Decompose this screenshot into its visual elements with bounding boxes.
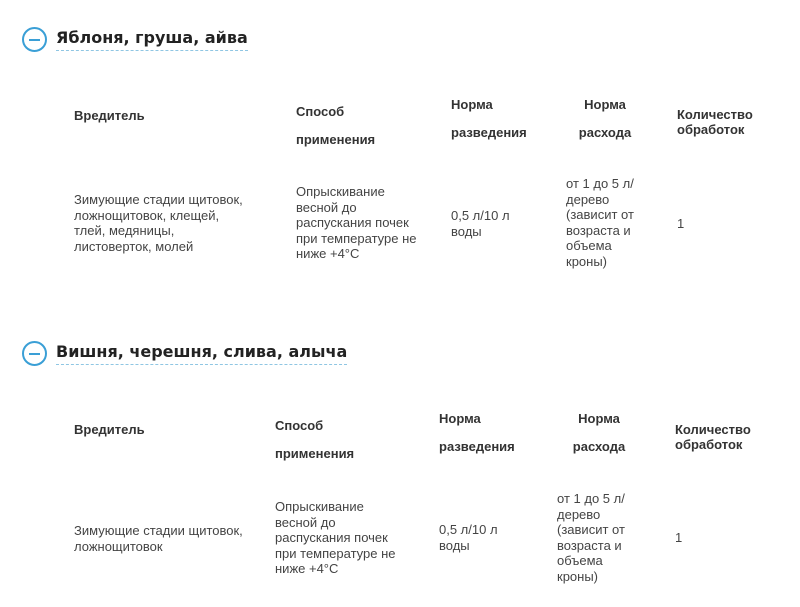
table-cell-dilution: 0,5 л/10 л воды: [439, 522, 498, 553]
column-header-consumption: Норма расхода: [572, 411, 626, 454]
table-cell-count: 1: [675, 530, 683, 545]
minus-circle-icon[interactable]: [22, 341, 47, 366]
column-header-pest: Вредитель: [74, 108, 145, 123]
column-header-dilution: Норма разведения: [451, 97, 527, 140]
section-header-cherry[interactable]: [22, 341, 347, 366]
section-header-apple[interactable]: [22, 27, 248, 52]
table-cell-pest: Зимующие стадии щитовок, ложнощитовок: [74, 523, 243, 554]
column-header-dilution: Норма разведения: [439, 411, 515, 454]
column-header-count: Количество обработок: [675, 422, 751, 452]
table-cell-dilution: 0,5 л/10 л воды: [451, 208, 510, 239]
column-header-method: Способ применения: [275, 418, 355, 461]
column-header-pest: Вредитель: [74, 422, 145, 437]
column-header-consumption: Норма расхода: [578, 97, 632, 140]
column-header-method: Способ применения: [296, 104, 376, 147]
table-cell-method: Опрыскивание весной до распускания почек при температуре не ниже +4°С: [275, 499, 396, 576]
section-title[interactable]: Яблоня, груша, айва: [56, 28, 248, 51]
table-cell-consumption: от 1 до 5 л/дерево (зависит от возраста и объема кроны): [557, 491, 625, 584]
minus-circle-icon[interactable]: [22, 27, 47, 52]
table-cell-pest: Зимующие стадии щитовок, ложнощитовок, клещей, тлей, медяницы, листоверток, молей: [74, 192, 243, 254]
table-cell-method: Опрыскивание весной до распускания почек при температуре не ниже +4°С: [296, 184, 417, 261]
table-cell-count: 1: [677, 216, 685, 231]
table-cell-consumption: от 1 до 5 л/дерево (зависит от возраста и объема кроны): [566, 176, 634, 269]
section-title[interactable]: Вишня, черешня, слива, алыча: [56, 342, 347, 365]
column-header-count: Количество обработок: [677, 107, 753, 137]
